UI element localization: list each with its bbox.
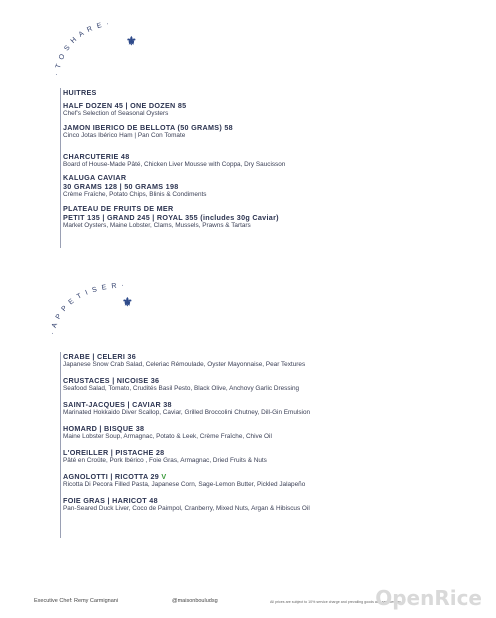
vegetarian-badge: V [161, 472, 167, 481]
item-title: HALF DOZEN 45 | ONE DOZEN 85 [63, 101, 187, 110]
item-title: L'OREILLER | PISTACHE 28 [63, 448, 165, 457]
item-title: PLATEAU DE FRUITS DE MER [63, 204, 174, 213]
item-title: PETIT 135 | GRAND 245 | ROYAL 355 (includes 30g Caviar) [63, 213, 279, 222]
item-title: 30 GRAMS 128 | 50 GRAMS 198 [63, 182, 179, 191]
item-desc: Crème Fraîche, Potato Chips, Blinis & Condiments [63, 191, 207, 198]
item-desc: Marinated Hokkaido Diver Scallop, Caviar, Grilled Broccolini Chutney, Dill-Gin Emulsion [63, 409, 311, 416]
item-title: CRUSTACES | NICOISE 36 [63, 376, 160, 385]
item-title: KALUGA CAVIAR [63, 173, 127, 182]
item-title: HUITRES [63, 88, 97, 97]
item-title: HOMARD | BISQUE 38 [63, 424, 145, 433]
to-share-section [60, 88, 285, 248]
item-title-row [63, 472, 310, 481]
item-title: CRABE | CELERI 36 [63, 352, 137, 361]
fleur-de-lis-icon: ⚜ [126, 34, 137, 48]
svg-text:· T O S H A R E ·: · T O S H A R E · [53, 20, 111, 77]
item-desc: Maine Lobster Soup, Armagnac, Potato & Leek, Crème Fraîche, Chive Oil [63, 433, 272, 440]
item-title: AGNOLOTTI | RICOTTA 29 [63, 472, 160, 481]
item-desc: Seafood Salad, Tomato, Crudités Basil Pesto, Black Olive, Anchovy Garlic Dressing [63, 385, 300, 392]
item-desc: Japanese Snow Crab Salad, Celeriac Rémoulade, Oyster Mayonnaise, Pear Textures [63, 361, 306, 368]
item-desc: Ricotta Di Pecora Filled Pasta, Japanese Corn, Sage-Lemon Butter, Pickled Jalapeño [63, 481, 306, 488]
item-desc: Cinco Jotas Ibérico Ham | Pan Con Tomate [63, 132, 186, 139]
item-title: SAINT-JACQUES | CAVIAR 38 [63, 400, 172, 409]
fleur-de-lis-icon: ⚜ [122, 295, 133, 309]
social-handle: @maisonbouludsg [172, 598, 218, 604]
price-note: All prices are subject to 10% service charge and prevailing goods and services tax [270, 600, 401, 604]
item-desc: Board of House-Made Pâté, Chicken Liver Mousse with Coppa, Dry Saucisson [63, 161, 286, 168]
executive-chef: Executive Chef: Remy Carmignani [34, 598, 119, 604]
item-title: JAMON IBERICO DE BELLOTA (50 GRAMS) 58 [63, 123, 233, 132]
openrice-watermark: OpenRice [375, 586, 482, 610]
appetiser-heading [40, 275, 150, 345]
appetiser-section [60, 352, 310, 538]
item-title: CHARCUTERIE 48 [63, 152, 130, 161]
item-desc: Chef's Selection of Seasonal Oysters [63, 110, 169, 117]
item-desc: Pâté en Croûte, Pork Ibérico , Foie Gras, Armagnac, Dried Fruits & Nuts [63, 457, 267, 464]
item-desc: Pan-Seared Duck Liver, Coco de Paimpol, Cranberry, Mixed Nuts, Argan & Hibiscus Oil [63, 505, 310, 512]
svg-text:· A P P E T I S E R ·: · A P P E T I S E R · [49, 282, 126, 336]
item-title: FOIE GRAS | HARICOT 48 [63, 496, 158, 505]
item-desc: Market Oysters, Maine Lobster, Clams, Mussels, Prawns & Tartars [63, 222, 251, 229]
